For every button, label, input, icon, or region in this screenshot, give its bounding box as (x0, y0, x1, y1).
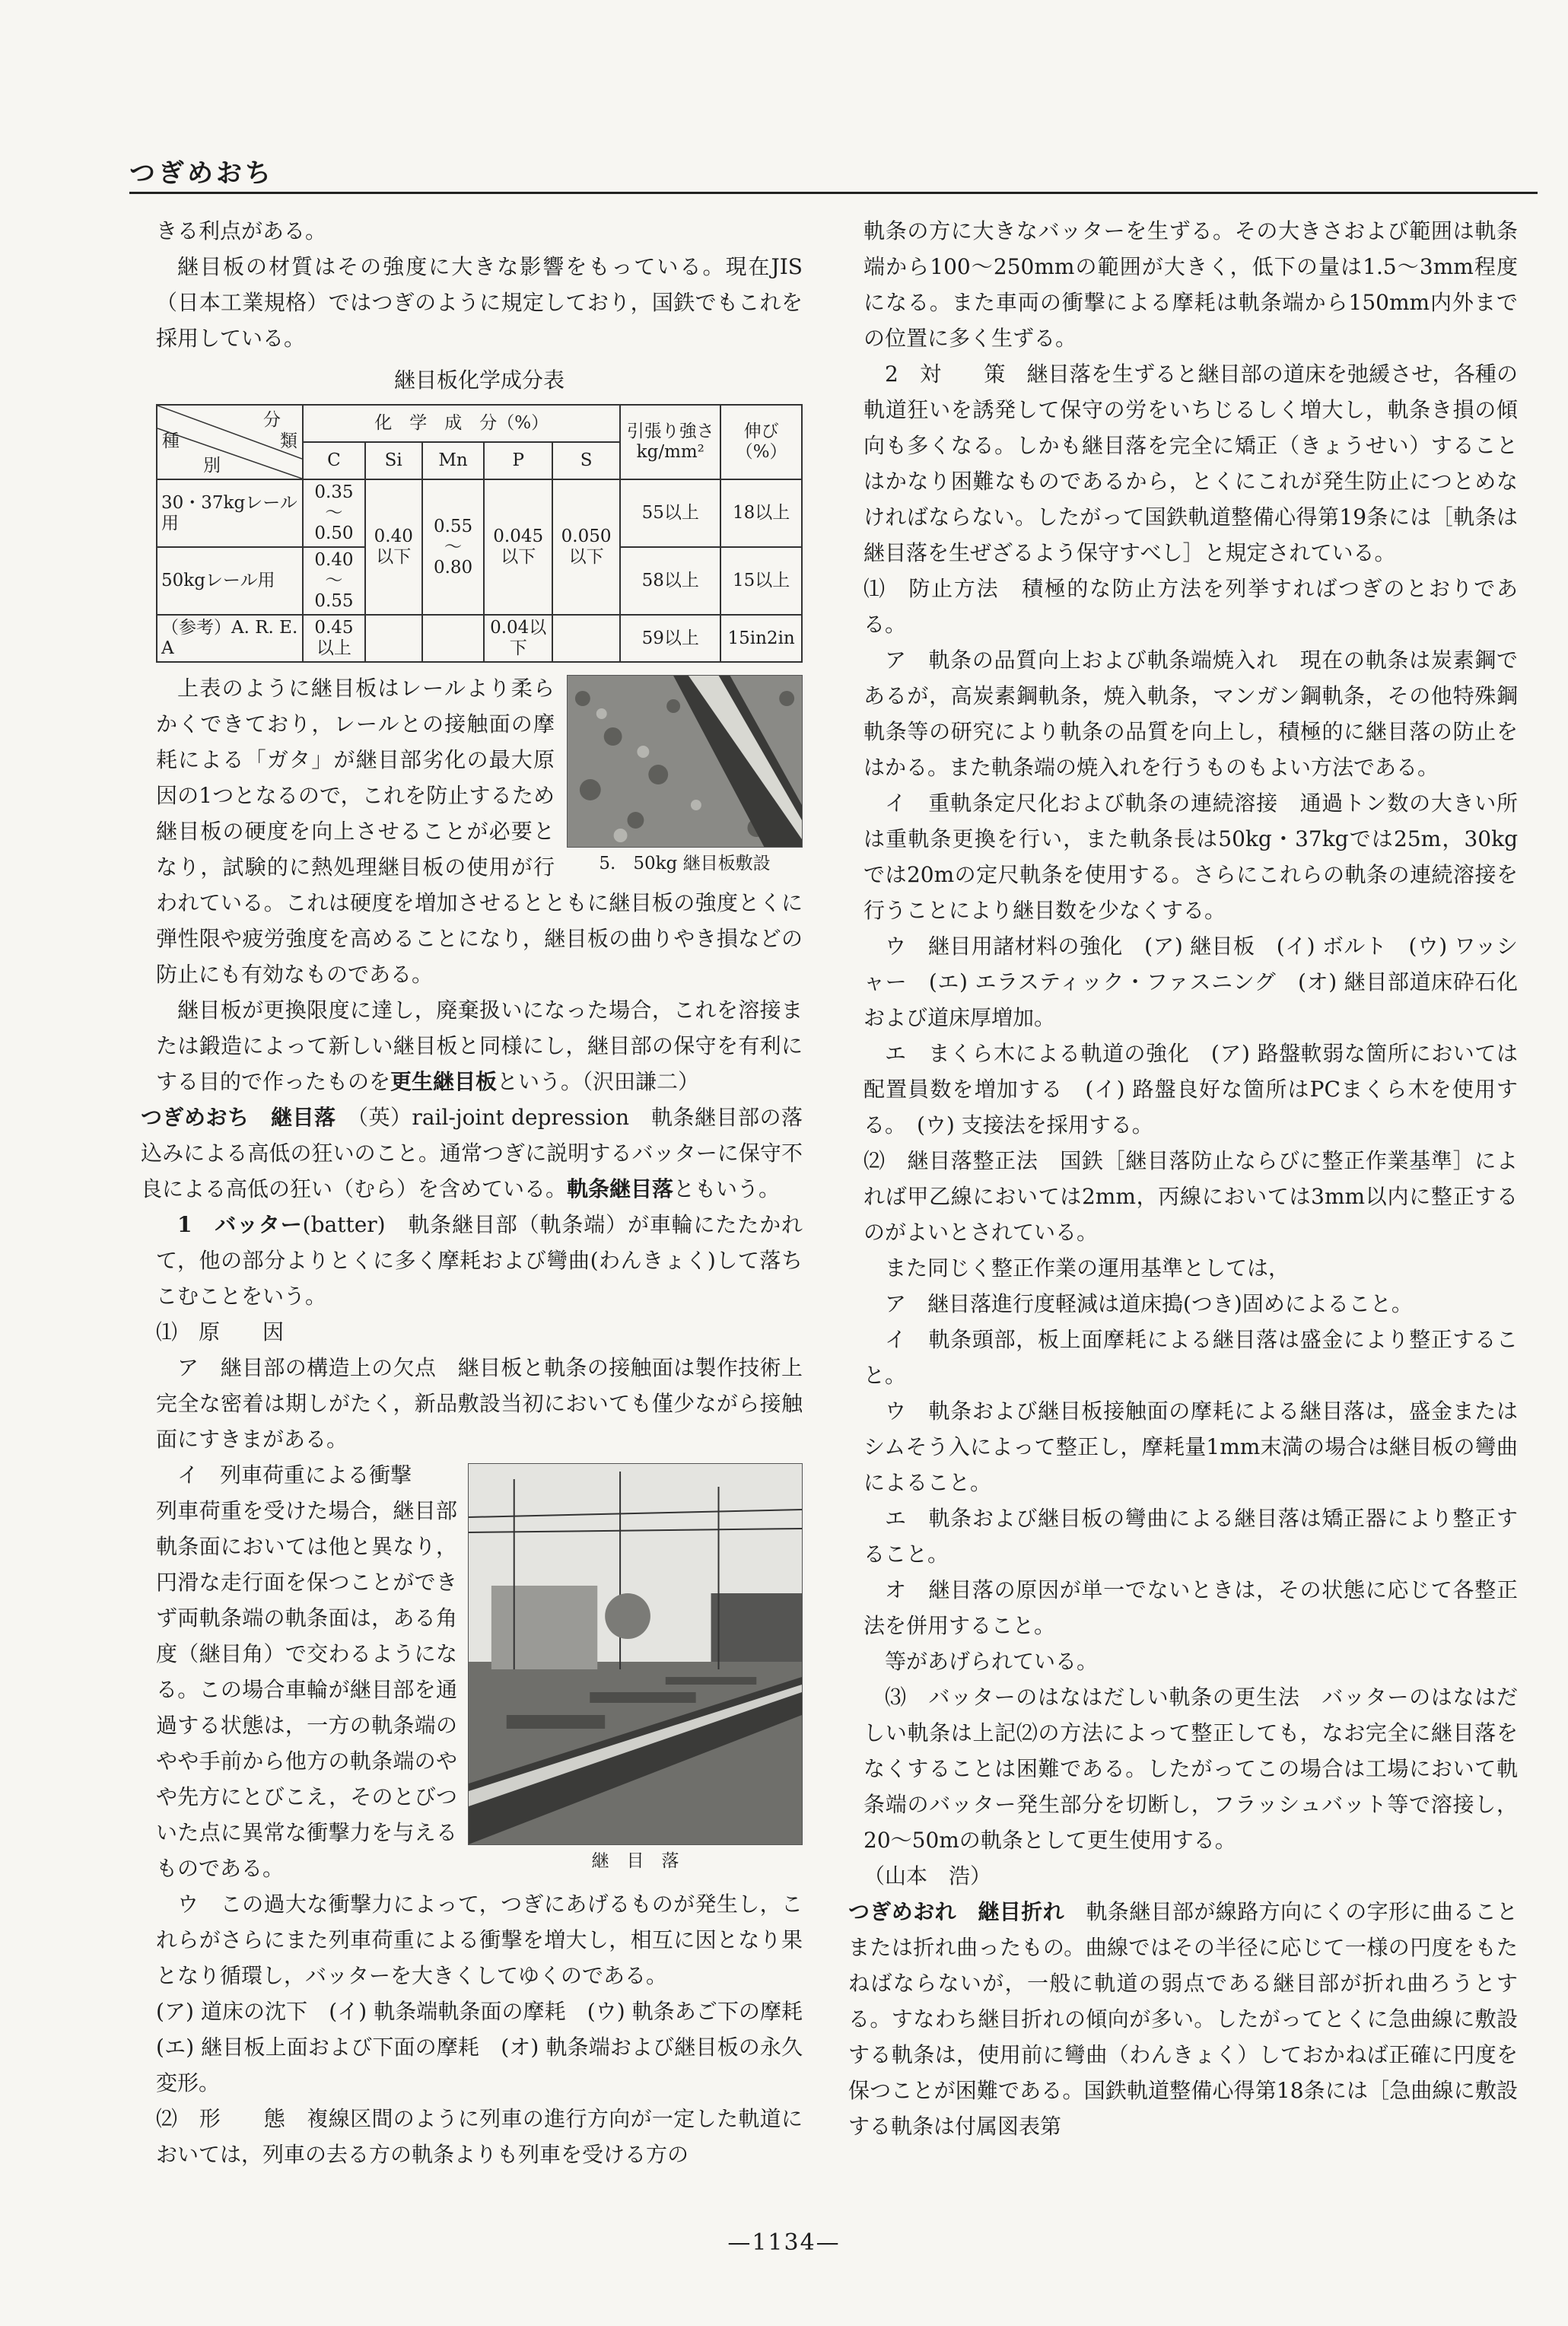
table-cell: 50kgレール用 (157, 547, 303, 615)
page-number: —1134— (727, 2229, 841, 2256)
paragraph: イ 軌条頭部，板上面摩耗による継目落は盛金により整正すること。 (864, 1327, 1518, 1388)
table-cell: 0.45以上 (303, 615, 365, 662)
table-cell: 0.40～0.55 (303, 547, 365, 615)
table-cell: 18以上 (720, 479, 802, 547)
paragraph: ⑵ 形 態 複線区間のように列車の進行方向が一定した軌道においては，列車の去る方の軌条よりも列車を受ける方の (156, 2106, 803, 2167)
chemical-composition-table (156, 404, 803, 663)
paragraph: 上表のように継目板はレールより柔らかくできており，レールとの接触面の摩耗による「ガタ」が継目部劣化の最大原因の1つとなるので，これを防止するため継目板の硬度を向上させることが必要となり，試験的に熱処理継目板の使用が行われている。これは硬度を増加させるとともに継目板の強度とくに弾性限や疲労強度を高めることになり，継目板の曲りやき損などの防止にも有効なものである。 (156, 676, 803, 987)
entry-alias: 軌条継目落 (567, 1176, 674, 1201)
figure-joint-plate (567, 675, 803, 877)
paragraph: ウ 継目用諸材料の強化 (ア) 継目板 (イ) ボルト (ウ) ワッシャー (エ) エラスティック・ファスニング (オ) 継目部道床砕石化および道床厚増加。 (864, 934, 1518, 1030)
table-row (157, 615, 802, 662)
paragraph: 2 対 策 継目落を生ずると継目部の道床を弛緩させ，各種の軌道狂いを誘発して保守の労をいちじるしく増大し，軌条き損の傾向も多くなる。しかも継目落を完全に矯正（きょうせい）することはかなり困難なものであるから，とくにこれが発生防止につとめなければならない。したがって国鉄軌道整備心得第19条には［軌条は継目落を生ぜざるよう保守すべし］と規定されている。 (864, 361, 1518, 565)
joint-plate-photo (567, 675, 803, 848)
paragraph: エ 軌条および継目板の彎曲による継目落は矯正器により整正すること。 (864, 1506, 1518, 1567)
paragraph: ⑵ 継目落整正法 国鉄［継目落防止ならびに整正作業基準］によれば甲乙線においては2mm，丙線においては3mm以内に整正するのがよいとされている。 (864, 1148, 1518, 1245)
table-cell (422, 615, 485, 662)
table-cell (552, 615, 620, 662)
subheading-cause: ⑴ 原 因 (156, 1319, 285, 1344)
table-cell: 0.35～0.50 (303, 479, 365, 547)
table-header-elongation: 伸び（%） (720, 405, 802, 479)
paragraph: オ 継目落の原因が単一でないときは，その状態に応じて各整正法を併用すること。 (864, 1577, 1518, 1638)
rail-joint-photo (468, 1463, 803, 1845)
table-header-cell: S (552, 442, 620, 479)
table-header-cell: Si (365, 442, 422, 479)
entry-heading: つぎめおれ 継目折れ (848, 1899, 1064, 1924)
paragraph: (ア) 道床の沈下 (イ) 軌条端軌条面の摩耗 (ウ) 軌条あご下の摩耗 (エ) 継目板上面および下面の摩耗 (オ) 軌条端および継目板の永久変形。 (156, 1999, 825, 2095)
figure-caption: 5. 50kg 継目板敷設 (599, 854, 771, 873)
paragraph: ウ 軌条および継目板接触面の摩耗による継目落は，盛金またはシムそう入によって整正し，摩耗量1mm末満の場合は継目板の彎曲によること。 (864, 1398, 1518, 1495)
table-cell: 0.55～0.80 (422, 479, 485, 615)
paragraph: ア 軌条の品質向上および軌条端焼入れ 現在の軌条は炭素鋼であるが，高炭素鋼軌条，焼入軌条，マンガン鋼軌条，その他特殊鋼軌条等の研究により軌条の品質を向上し，積極的に継目落の防止をはかる。また軌条端の焼入れを行うものもよい方法である。 (864, 648, 1518, 780)
right-column (848, 213, 1518, 2144)
paragraph: 1 バッター(batter) 軌条継目部（軌条端）が車輪にたたかれて，他の部分よりとくに多く摩耗および彎曲(わんきょく)して落ちこむことをいう。 (156, 1212, 803, 1309)
table-cell: 58以上 (620, 547, 720, 615)
paragraph: 等があげられている。 (885, 1649, 1099, 1674)
paragraph: ウ この過大な衝撃力によって，つぎにあげるものが発生し，これらがさらにまた列車荷重による衝撃を増大し，相互に因となり果となり循環し，バッターを大きくしてゆくのである。 (156, 1892, 803, 1988)
running-head: つぎめおち (129, 158, 274, 189)
figure-caption: 継 目 落 (591, 1851, 679, 1871)
table-cell: 15in2in (720, 615, 802, 662)
paragraph: ア 継目落進行度軽減は道床搗(つき)固めによること。 (885, 1291, 1413, 1316)
paragraph: 継目板が更換限度に達し，廃棄扱いになった場合，これを溶接または鍛造によって新しい継目板と同様にし，継目部の保守を有利にする目的で作ったものを更生継目板という。（沢田謙二） (156, 998, 803, 1094)
term-regenerated-plate: 更生継目板 (390, 1069, 498, 1094)
table-cell: 15以上 (720, 547, 802, 615)
entry-tsugimeochi: つぎめおち 継目落 （英）rail-joint depression 軌条継目部の落込みによる高低の狂いのこと。通常つぎに説明するバッターに保守不良による高低の狂い（むら）を含めている。軌条継目落ともいう。 (141, 1105, 803, 1201)
paragraph: また同じく整正作業の運用基準としては， (885, 1255, 1290, 1281)
table-corner-header: 分 種 類 別 (157, 405, 303, 479)
table-header-tensile: 引張り強さ kg/mm² (620, 405, 720, 479)
table-cell: 0.045以下 (484, 479, 552, 615)
table-cell: 0.04以下 (484, 615, 552, 662)
paragraph: 継目板の材質はその強度に大きな影響をもっている。現在JIS（日本工業規格）ではつぎのように規定しており，国鉄でもこれを採用している。 (156, 254, 803, 351)
paragraph: きる利点がある。 (156, 218, 327, 243)
entry-tsugimeore: つぎめおれ 継目折れ 軌条継目部が線路方向にくの字形に曲ることまたは折れ曲ったもの。曲線ではその半径に応じて一様の円度をもたねばならないが，一般に軌道の弱点である継目部が折れ曲ろうとする。すなわち継目折れの傾向が多い。したがってとくに急曲線に敷設する軌条は，使用前に彎曲（わんきょく）しておかねば正確に円度を保つことが困難である。国鉄軌道整備心得第18条には［急曲線に敷設する軌条は付属図表第 (848, 1899, 1518, 2139)
figure-rail-joint-depression (468, 1463, 803, 1874)
paragraph: ア 継目部の構造上の欠点 継目板と軌条の接触面は製作技術上完全な密着は期しがたく，新品敷設当初においても僅少ながら接触面にすきまがある。 (156, 1355, 803, 1452)
table-header-cell: C (303, 442, 365, 479)
table-group-header: 化 学 成 分（%） (303, 405, 620, 442)
table-cell: （参考）A. R. E. A (157, 615, 303, 662)
header-rule (129, 192, 1538, 194)
paragraph: エ まくら木による軌道の強化 (ア) 路盤軟弱な箇所においては配置員数を増加する (イ) 路盤良好な箇所はPCまくら木を使用する。 (ウ) 支接法を採用する。 (864, 1041, 1518, 1138)
left-column (141, 213, 825, 2172)
author-credit: （山本 浩） (864, 1863, 992, 1888)
paragraph: イ 重軌条定尺化および軌条の連続溶接 通過トン数の大きい所は重軌条更換を行い，また軌条長は50kg・37kgでは25m，30kgでは20mの定尺軌条を使用する。さらにこれらの軌条の連続溶接を行うことにより継目数を少なくする。 (864, 791, 1518, 923)
paragraph: ⑴ 防止方法 積極的な防止方法を列挙すればつぎのとおりである。 (864, 576, 1518, 637)
table-cell: 0.050以下 (552, 479, 620, 615)
table-row (157, 479, 802, 547)
table-cell: 30・37kgレール用 (157, 479, 303, 547)
paragraph: ⑶ バッターのはなはだしい軌条の更生法 バッターのはなはだしい軌条は上記⑵の方法によって整正しても，なお完全に継目落をなくすることは困難である。したがってこの場合は工場において軌条端のバッター発生部分を切断し，フラッシュバット等で溶接し，20～50mの軌条として更生使用する。 (864, 1685, 1518, 1853)
table-header-cell: P (484, 442, 552, 479)
table-caption: 継目板化学成分表 (393, 368, 565, 393)
table-cell: 55以上 (620, 479, 720, 547)
batter-heading: 1 バッター (177, 1212, 303, 1237)
table-cell: 59以上 (620, 615, 720, 662)
subheading-impact: イ 列車荷重による衝撃 (177, 1462, 412, 1488)
entry-heading: つぎめおち 継目落 (141, 1105, 336, 1130)
table-cell (365, 615, 422, 662)
table-cell: 0.40以下 (365, 479, 422, 615)
paragraph: 軌条の方に大きなバッターを生ずる。その大きさおよび範囲は軌条端から100～250mmの範囲が大きく，低下の量は1.5～3mm程度になる。また車両の衝撃による摩耗は軌条端から150mm内外までの位置に多く生ずる。 (864, 218, 1518, 351)
paragraph: 列車荷重を受けた場合，継目部軌条面においては他と異なり，円滑な走行面を保つことができず両軌条端の軌条面は，ある角度（継目角）で交わるようになる。この場合車輪が継目部を通過する状態は，一方の軌条端のやや手前から他方の軌条端のやや先方にとびこえ，そのとびついた点に異常な衝撃力を与えるものである。 (156, 1498, 457, 1881)
table-header-cell: Mn (422, 442, 485, 479)
